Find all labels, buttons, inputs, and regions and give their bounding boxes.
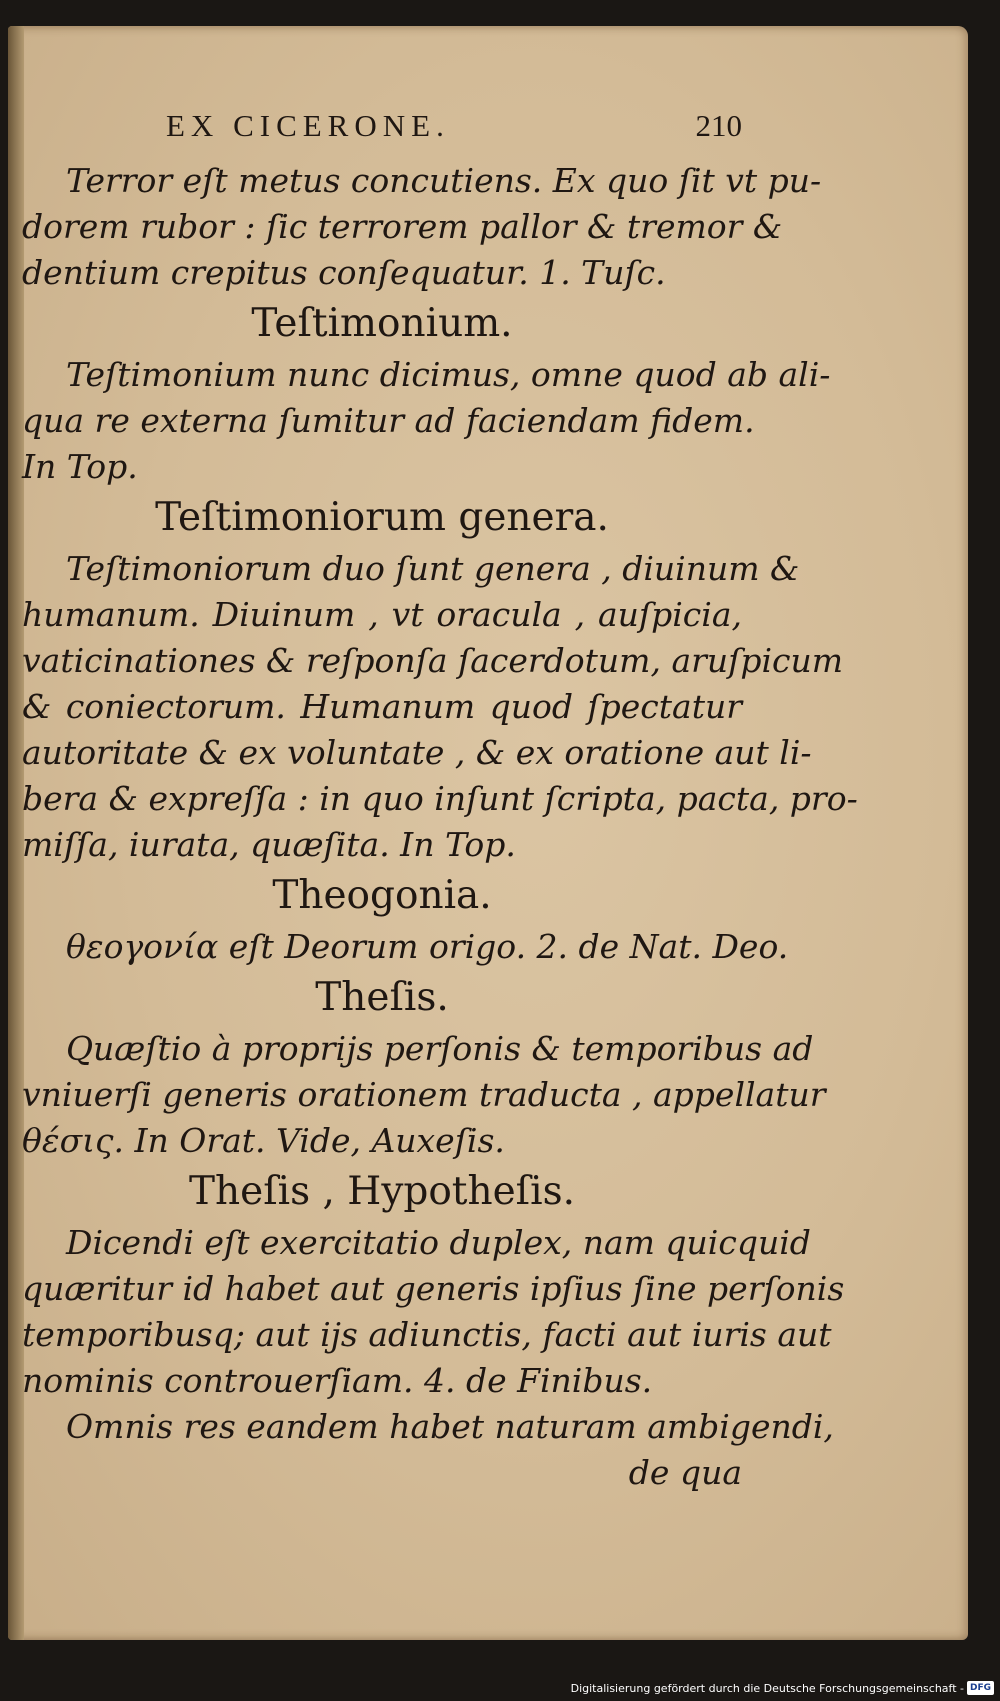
- text-line: miſſa, iurata, quæſita. In Top.: [22, 825, 516, 864]
- text-line: vniuerſi generis orationem traducta , appellatur: [22, 1075, 826, 1114]
- text-line: nominis controuerſiam. 4. de Finibus.: [22, 1361, 653, 1400]
- page-header: [22, 108, 742, 158]
- entry-heading: Teſtimoniorum genera.: [155, 495, 609, 540]
- book-page: [8, 26, 968, 1640]
- digitization-credit: [571, 1679, 994, 1697]
- text-line: θεογονία eſt Deorum origo. 2. de Nat. Deo.: [66, 927, 789, 966]
- text-line: quæritur id habet aut generis ipſius ſine perſonis: [22, 1269, 845, 1308]
- text-line: bera & expreſſa : in quo inſunt ſcripta, pacta, pro-: [22, 779, 858, 818]
- catchword: de qua: [628, 1453, 742, 1492]
- entry-heading: Theſis , Hypotheſis.: [188, 1169, 575, 1214]
- entry-heading: Teſtimonium.: [251, 301, 513, 346]
- entry-heading: Theſis.: [315, 975, 449, 1020]
- text-line: dorem rubor : ſic terrorem pallor & tremor &: [22, 207, 783, 246]
- text-line: humanum. Diuinum , vt oracula , auſpicia,: [22, 595, 742, 634]
- dfg-logo: DFG: [967, 1681, 994, 1695]
- credit-text: Digitalisierung gefördert durch die Deutsche Forschungsgemeinschaft -: [570, 1681, 964, 1695]
- text-line: In Top.: [22, 447, 138, 486]
- text-line: dentium crepitus conſequatur. 1. Tuſc.: [22, 253, 666, 292]
- text-line: Dicendi eſt exercitatio duplex, nam quicquid: [66, 1223, 811, 1262]
- entry-heading: Theogonia.: [272, 873, 492, 918]
- text-line: & coniectorum. Humanum quod ſpectatur: [22, 687, 742, 726]
- text-line: qua re externa ſumitur ad faciendam fidem.: [22, 401, 755, 440]
- text-line: temporibusq; aut ijs adiunctis, facti aut iuris aut: [22, 1315, 832, 1354]
- text-line: Quæſtio à proprijs perſonis & temporibus ad: [66, 1029, 814, 1068]
- running-title: EX CICERONE.: [166, 108, 450, 143]
- text-line: θέσις. In Orat. Vide, Auxeſis.: [22, 1121, 505, 1160]
- text-line: Omnis res eandem habet naturam ambigendi,: [66, 1407, 834, 1446]
- page-number: 210: [695, 108, 742, 143]
- text-line: Teſtimoniorum duo ſunt genera , diuinum &: [66, 549, 800, 588]
- text-line: Terror eſt metus concutiens. Ex quo ſit vt pu-: [66, 161, 822, 200]
- text-block: [22, 108, 858, 1496]
- text-line: autoritate & ex voluntate , & ex oratione aut li-: [22, 733, 812, 772]
- text-line: Teſtimonium nunc dicimus, omne quod ab ali-: [66, 355, 831, 394]
- text-line: vaticinationes & reſponſa ſacerdotum, aruſpicum: [22, 641, 844, 680]
